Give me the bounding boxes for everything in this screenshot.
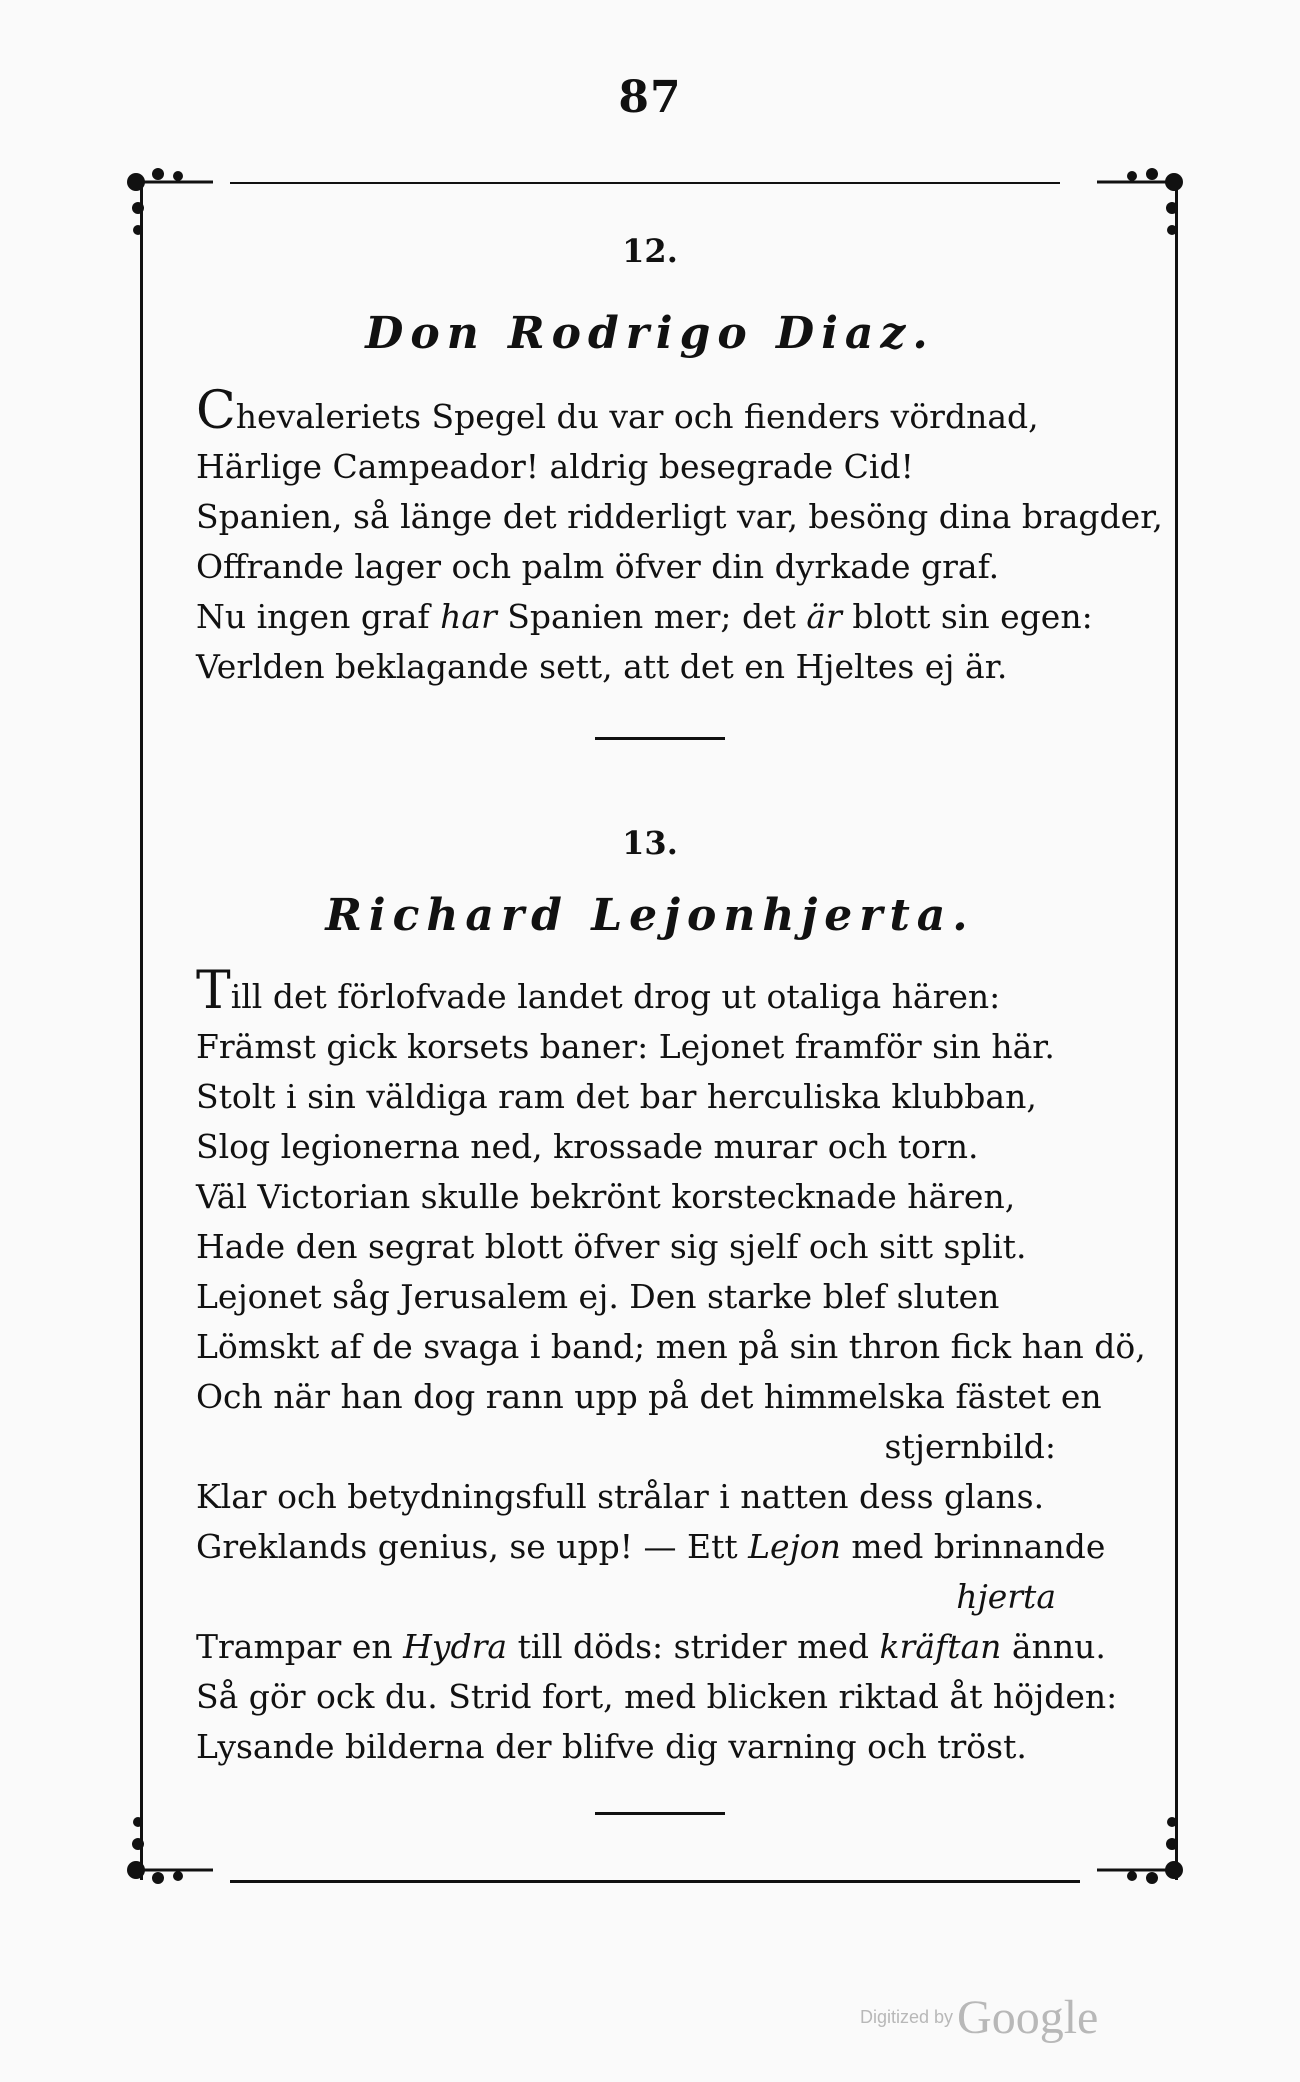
frame-bottom-rule [230,1880,1080,1883]
poem-line: Klar och betydningsfull strålar i natten dess glans. [196,1477,1045,1516]
poem-line: Hade den segrat blott öfver sig sjelf och sitt split. [196,1227,1027,1266]
poem-line: Stolt i sin väldiga ram det bar herculiska klubban, [196,1077,1037,1116]
poem-line: Lömskt af de svaga i band; men på sin thron fick han dö, [196,1327,1146,1366]
corner-ornament-icon [1092,1800,1192,1890]
section-separator [595,737,725,740]
poem-number: 12. [622,232,678,270]
poem-number: 13. [622,824,678,862]
poem-line-continuation: stjernbild: [884,1427,1056,1466]
poem-line: Lysande bilderna der blifve dig varning och tröst. [196,1727,1027,1766]
poem-line: Chevaleriets Spegel du var och fienders vördnad, [196,381,1039,441]
poem-line: Trampar en Hydra till döds: strider med kräftan ännu. [196,1627,1106,1666]
poem-body [196,381,1163,692]
poem-line: Slog legionerna ned, krossade murar och torn. [196,1127,979,1166]
poem-line: Väl Victorian skulle bekrönt korstecknade hären, [196,1177,1016,1216]
digitized-by-google-watermark: Digitized byGoogle [860,1991,1099,2044]
frame-top-rule [230,182,1060,184]
google-logo: Google [957,1991,1099,2044]
drop-cap: C [196,381,236,441]
section-separator [595,1812,725,1815]
poem-title: Don Rodrigo Diaz. [365,308,935,359]
poem-line-continuation: hjerta [956,1577,1056,1616]
poem-line: Offrande lager och palm öfver din dyrkade graf. [196,547,1000,586]
poem-title: Richard Lejonhjerta. [325,890,975,941]
page-number: 87 [618,72,682,123]
drop-cap: T [196,961,231,1021]
poem-line: Lejonet såg Jerusalem ej. Den starke blef sluten [196,1277,1000,1316]
poem-line: Greklands genius, se upp! — Ett Lejon med brinnande [196,1527,1106,1566]
poem-line: Till det förlofvade landet drog ut otaliga hären: [196,961,1001,1021]
poem-line: Spanien, så länge det ridderligt var, besöng dina bragder, [196,497,1163,536]
poem-line: Så gör ock du. Strid fort, med blicken riktad åt höjden: [196,1677,1118,1716]
poem-line: Främst gick korsets baner: Lejonet framför sin här. [196,1027,1055,1066]
poem-line: Härlige Campeador! aldrig besegrade Cid! [196,447,914,486]
poem-line: Verlden beklagande sett, att det en Hjeltes ej är. [196,647,1008,686]
poem-body [196,961,1146,1772]
poem-line: Nu ingen graf har Spanien mer; det är blott sin egen: [196,597,1093,636]
corner-ornament-icon [118,1800,218,1890]
poem-line: Och när han dog rann upp på det himmelska fästet en [196,1377,1102,1416]
